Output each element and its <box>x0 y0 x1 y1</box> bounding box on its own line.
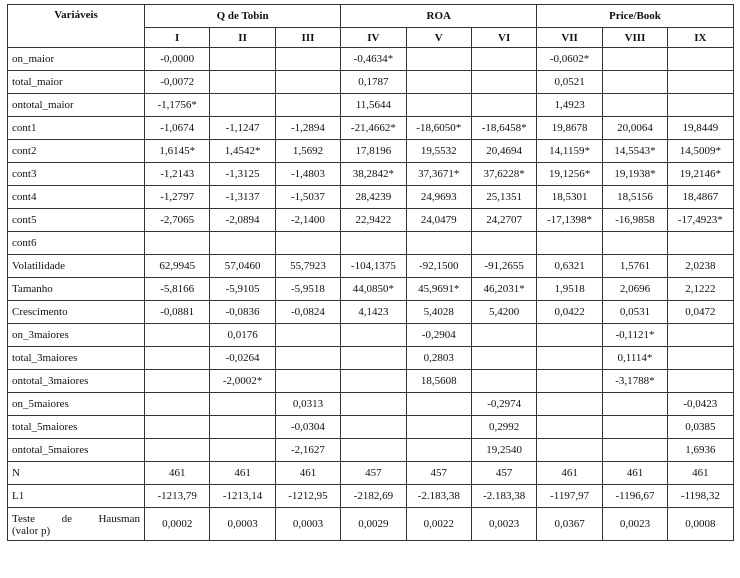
table-row <box>8 439 734 462</box>
table-cell: -0,0602* <box>537 48 602 71</box>
table-cell: -2,0894 <box>210 209 275 232</box>
table-cell: 0,6321 <box>537 255 602 278</box>
table-cell <box>471 324 536 347</box>
table-cell <box>668 370 733 393</box>
table-cell: 20,4694 <box>471 140 536 163</box>
table-cell <box>602 48 667 71</box>
table-cell: 11,5644 <box>341 94 406 117</box>
table-row <box>8 485 734 508</box>
table-cell <box>341 416 406 439</box>
table-cell <box>406 416 471 439</box>
table-cell: 0,0472 <box>668 301 733 324</box>
table-cell <box>537 232 602 255</box>
table-cell <box>275 48 340 71</box>
table-cell <box>275 324 340 347</box>
table-cell: 18,5301 <box>537 186 602 209</box>
table-cell <box>406 393 471 416</box>
table-cell: -0,0072 <box>145 71 210 94</box>
table-cell: -5,9105 <box>210 278 275 301</box>
table-cell <box>471 232 536 255</box>
table-row <box>8 163 734 186</box>
table-cell <box>668 71 733 94</box>
table-cell: 0,0313 <box>275 393 340 416</box>
table-row <box>8 278 734 301</box>
table-cell: -16,9858 <box>602 209 667 232</box>
group-header-price-book: Price/Book <box>537 5 733 28</box>
table-cell: -1196,67 <box>602 485 667 508</box>
variables-header: Variáveis <box>8 5 145 48</box>
table-cell <box>145 324 210 347</box>
table-cell <box>602 94 667 117</box>
table-cell: -1,3137 <box>210 186 275 209</box>
table-cell: -2.183,38 <box>471 485 536 508</box>
table-cell: 1,4923 <box>537 94 602 117</box>
table-cell: -1,2894 <box>275 117 340 140</box>
table-cell: -2,1400 <box>275 209 340 232</box>
table-cell: 18,4867 <box>668 186 733 209</box>
model-header: IV <box>341 28 406 48</box>
row-label: cont4 <box>8 186 145 209</box>
table-cell: -1198,32 <box>668 485 733 508</box>
table-cell <box>471 71 536 94</box>
table-cell: -18,6050* <box>406 117 471 140</box>
table-cell: 4,1423 <box>341 301 406 324</box>
table-cell: 5,4028 <box>406 301 471 324</box>
table-cell: 2,0696 <box>602 278 667 301</box>
row-label: Volatilidade <box>8 255 145 278</box>
hausman-word: de <box>61 512 72 525</box>
row-label: Crescimento <box>8 301 145 324</box>
table-cell <box>275 94 340 117</box>
table-cell: 461 <box>210 462 275 485</box>
table-cell: 457 <box>471 462 536 485</box>
table-row <box>8 71 734 94</box>
row-label: cont5 <box>8 209 145 232</box>
table-row <box>8 324 734 347</box>
table-cell: 14,5543* <box>602 140 667 163</box>
table-cell <box>145 232 210 255</box>
table-cell: 1,5761 <box>602 255 667 278</box>
table-cell <box>341 370 406 393</box>
table-cell: 0,0422 <box>537 301 602 324</box>
model-header: VIII <box>602 28 667 48</box>
table-cell <box>145 439 210 462</box>
table-cell: -91,2655 <box>471 255 536 278</box>
table-cell <box>537 393 602 416</box>
table-cell: -0,1121* <box>602 324 667 347</box>
table-cell <box>668 48 733 71</box>
hausman-cell: 0,0029 <box>341 508 406 541</box>
table-cell: 55,7923 <box>275 255 340 278</box>
model-header: VII <box>537 28 602 48</box>
table-cell <box>537 370 602 393</box>
hausman-row <box>8 508 734 541</box>
table-cell: 17,8196 <box>341 140 406 163</box>
table-cell: 457 <box>406 462 471 485</box>
hausman-cell: 0,0367 <box>537 508 602 541</box>
table-cell: -0,0881 <box>145 301 210 324</box>
table-cell: 461 <box>275 462 340 485</box>
table-cell: 457 <box>341 462 406 485</box>
table-cell: 24,2707 <box>471 209 536 232</box>
table-cell <box>341 439 406 462</box>
table-cell: 19,8449 <box>668 117 733 140</box>
table-cell: 19,1256* <box>537 163 602 186</box>
table-cell: -1213,79 <box>145 485 210 508</box>
table-cell <box>145 416 210 439</box>
table-row <box>8 232 734 255</box>
table-cell <box>341 393 406 416</box>
table-cell <box>275 370 340 393</box>
table-cell <box>210 232 275 255</box>
table-cell: -2,7065 <box>145 209 210 232</box>
table-cell: -1212,95 <box>275 485 340 508</box>
table-cell: -2,1627 <box>275 439 340 462</box>
table-cell: 38,2842* <box>341 163 406 186</box>
table-cell: 14,5009* <box>668 140 733 163</box>
table-cell <box>210 393 275 416</box>
table-cell: -0,0423 <box>668 393 733 416</box>
table-cell: 19,8678 <box>537 117 602 140</box>
hausman-cell: 0,0002 <box>145 508 210 541</box>
row-label: total_3maiores <box>8 347 145 370</box>
table-row <box>8 94 734 117</box>
table-cell <box>406 232 471 255</box>
hausman-label <box>8 508 145 541</box>
table-cell <box>602 71 667 94</box>
table-cell: -2182,69 <box>341 485 406 508</box>
table-cell <box>406 439 471 462</box>
hausman-cell: 0,0008 <box>668 508 733 541</box>
table-cell <box>341 324 406 347</box>
table-cell: 57,0460 <box>210 255 275 278</box>
hausman-word: Teste <box>12 512 36 525</box>
table-cell: 2,0238 <box>668 255 733 278</box>
row-label: on_maior <box>8 48 145 71</box>
table-cell: -1,2797 <box>145 186 210 209</box>
table-cell: 0,1114* <box>602 347 667 370</box>
table-cell: 24,0479 <box>406 209 471 232</box>
table-cell: 14,1159* <box>537 140 602 163</box>
row-label: Tamanho <box>8 278 145 301</box>
table-cell: 19,2540 <box>471 439 536 462</box>
table-cell: -92,1500 <box>406 255 471 278</box>
table-cell: -1197,97 <box>537 485 602 508</box>
table-cell <box>537 324 602 347</box>
table-cell: -5,8166 <box>145 278 210 301</box>
table-cell: 5,4200 <box>471 301 536 324</box>
table-cell: -0,0264 <box>210 347 275 370</box>
table-cell: 461 <box>145 462 210 485</box>
table-cell: 28,4239 <box>341 186 406 209</box>
table-cell <box>210 416 275 439</box>
table-cell: 19,5532 <box>406 140 471 163</box>
hausman-cell: 0,0003 <box>210 508 275 541</box>
table-body <box>8 48 734 541</box>
table-cell: 25,1351 <box>471 186 536 209</box>
table-cell: -0,4634* <box>341 48 406 71</box>
table-cell <box>145 370 210 393</box>
table-cell: 37,6228* <box>471 163 536 186</box>
table-cell: 1,5692 <box>275 140 340 163</box>
table-row <box>8 186 734 209</box>
model-header: IX <box>668 28 733 48</box>
table-cell <box>210 94 275 117</box>
table-cell: 1,9518 <box>537 278 602 301</box>
table-cell: -1,3125 <box>210 163 275 186</box>
table-cell: 62,9945 <box>145 255 210 278</box>
table-row <box>8 209 734 232</box>
table-cell <box>602 393 667 416</box>
table-cell <box>668 232 733 255</box>
table-cell: 1,6145* <box>145 140 210 163</box>
table-cell: 19,2146* <box>668 163 733 186</box>
table-cell <box>668 347 733 370</box>
table-cell: -2.183,38 <box>406 485 471 508</box>
table-cell: -0,2904 <box>406 324 471 347</box>
table-cell: -0,0304 <box>275 416 340 439</box>
table-cell: -0,0000 <box>145 48 210 71</box>
group-header-roa: ROA <box>341 5 537 28</box>
table-cell: 24,9693 <box>406 186 471 209</box>
table-cell: 0,0521 <box>537 71 602 94</box>
table-cell: 461 <box>537 462 602 485</box>
model-header: VI <box>471 28 536 48</box>
table-cell: 0,0531 <box>602 301 667 324</box>
table-cell <box>275 232 340 255</box>
table-cell <box>537 439 602 462</box>
table-cell: -0,0836 <box>210 301 275 324</box>
table-cell: 0,0385 <box>668 416 733 439</box>
table-cell <box>145 347 210 370</box>
table-cell: 19,1938* <box>602 163 667 186</box>
row-label: cont6 <box>8 232 145 255</box>
table-cell: -1,1247 <box>210 117 275 140</box>
table-cell <box>537 416 602 439</box>
row-label: ontotal_5maiores <box>8 439 145 462</box>
table-cell: 0,1787 <box>341 71 406 94</box>
table-row <box>8 117 734 140</box>
table-cell <box>406 71 471 94</box>
table-cell: 1,4542* <box>210 140 275 163</box>
table-cell <box>406 48 471 71</box>
table-cell: -1,0674 <box>145 117 210 140</box>
table-cell <box>210 48 275 71</box>
table-row <box>8 301 734 324</box>
table-row <box>8 255 734 278</box>
hausman-cell: 0,0023 <box>602 508 667 541</box>
row-label: ontotal_3maiores <box>8 370 145 393</box>
row-label: cont1 <box>8 117 145 140</box>
table-row <box>8 48 734 71</box>
table-cell <box>275 71 340 94</box>
table-cell <box>668 94 733 117</box>
table-cell <box>341 347 406 370</box>
row-label: cont2 <box>8 140 145 163</box>
table-cell <box>145 393 210 416</box>
table-cell: 20,0064 <box>602 117 667 140</box>
table-row <box>8 393 734 416</box>
table-cell: 461 <box>668 462 733 485</box>
row-label: L1 <box>8 485 145 508</box>
table-cell: -2,0002* <box>210 370 275 393</box>
table-cell: -3,1788* <box>602 370 667 393</box>
table-cell: 46,2031* <box>471 278 536 301</box>
model-header: II <box>210 28 275 48</box>
table-cell <box>471 48 536 71</box>
table-cell: 37,3671* <box>406 163 471 186</box>
model-header: I <box>145 28 210 48</box>
table-cell: -21,4662* <box>341 117 406 140</box>
table-cell: 0,0176 <box>210 324 275 347</box>
table-cell: 22,9422 <box>341 209 406 232</box>
table-cell: -1,5037 <box>275 186 340 209</box>
table-cell <box>275 347 340 370</box>
row-label: N <box>8 462 145 485</box>
row-label: total_maior <box>8 71 145 94</box>
row-label: on_5maiores <box>8 393 145 416</box>
table-row <box>8 416 734 439</box>
model-header: V <box>406 28 471 48</box>
row-label: on_3maiores <box>8 324 145 347</box>
table-cell <box>471 370 536 393</box>
hausman-word: Hausman <box>98 512 140 525</box>
table-row <box>8 347 734 370</box>
table-cell: 18,5156 <box>602 186 667 209</box>
table-cell: 0,2992 <box>471 416 536 439</box>
table-cell: 1,6936 <box>668 439 733 462</box>
table-row <box>8 370 734 393</box>
model-header: III <box>275 28 340 48</box>
table-cell: -18,6458* <box>471 117 536 140</box>
group-header-row <box>8 5 734 28</box>
table-cell <box>668 324 733 347</box>
row-label: total_5maiores <box>8 416 145 439</box>
table-row <box>8 140 734 163</box>
table-cell <box>406 94 471 117</box>
table-cell <box>537 347 602 370</box>
table-cell: -1,1756* <box>145 94 210 117</box>
table-cell <box>210 71 275 94</box>
row-label: cont3 <box>8 163 145 186</box>
table-row <box>8 462 734 485</box>
table-cell: -1,2143 <box>145 163 210 186</box>
table-cell <box>602 416 667 439</box>
regression-results-table <box>7 4 734 541</box>
group-header-tobin: Q de Tobin <box>145 5 341 28</box>
table-cell <box>341 232 406 255</box>
hausman-label-line2: (valor p) <box>12 524 51 537</box>
row-label: ontotal_maior <box>8 94 145 117</box>
table-cell: -1213,14 <box>210 485 275 508</box>
table-cell: -17,1398* <box>537 209 602 232</box>
table-cell: -104,1375 <box>341 255 406 278</box>
table-cell: -1,4803 <box>275 163 340 186</box>
table-cell <box>602 439 667 462</box>
table-cell: 44,0850* <box>341 278 406 301</box>
hausman-cell: 0,0003 <box>275 508 340 541</box>
table-cell: 45,9691* <box>406 278 471 301</box>
table-cell: 18,5608 <box>406 370 471 393</box>
table-cell: -5,9518 <box>275 278 340 301</box>
hausman-cell: 0,0022 <box>406 508 471 541</box>
table-cell <box>602 232 667 255</box>
table-cell: 461 <box>602 462 667 485</box>
table-cell: -0,0824 <box>275 301 340 324</box>
table-cell: -17,4923* <box>668 209 733 232</box>
table-cell: -0,2974 <box>471 393 536 416</box>
table-cell: 2,1222 <box>668 278 733 301</box>
table-cell: 0,2803 <box>406 347 471 370</box>
table-cell <box>471 347 536 370</box>
hausman-cell: 0,0023 <box>471 508 536 541</box>
table-cell <box>210 439 275 462</box>
table-cell <box>471 94 536 117</box>
